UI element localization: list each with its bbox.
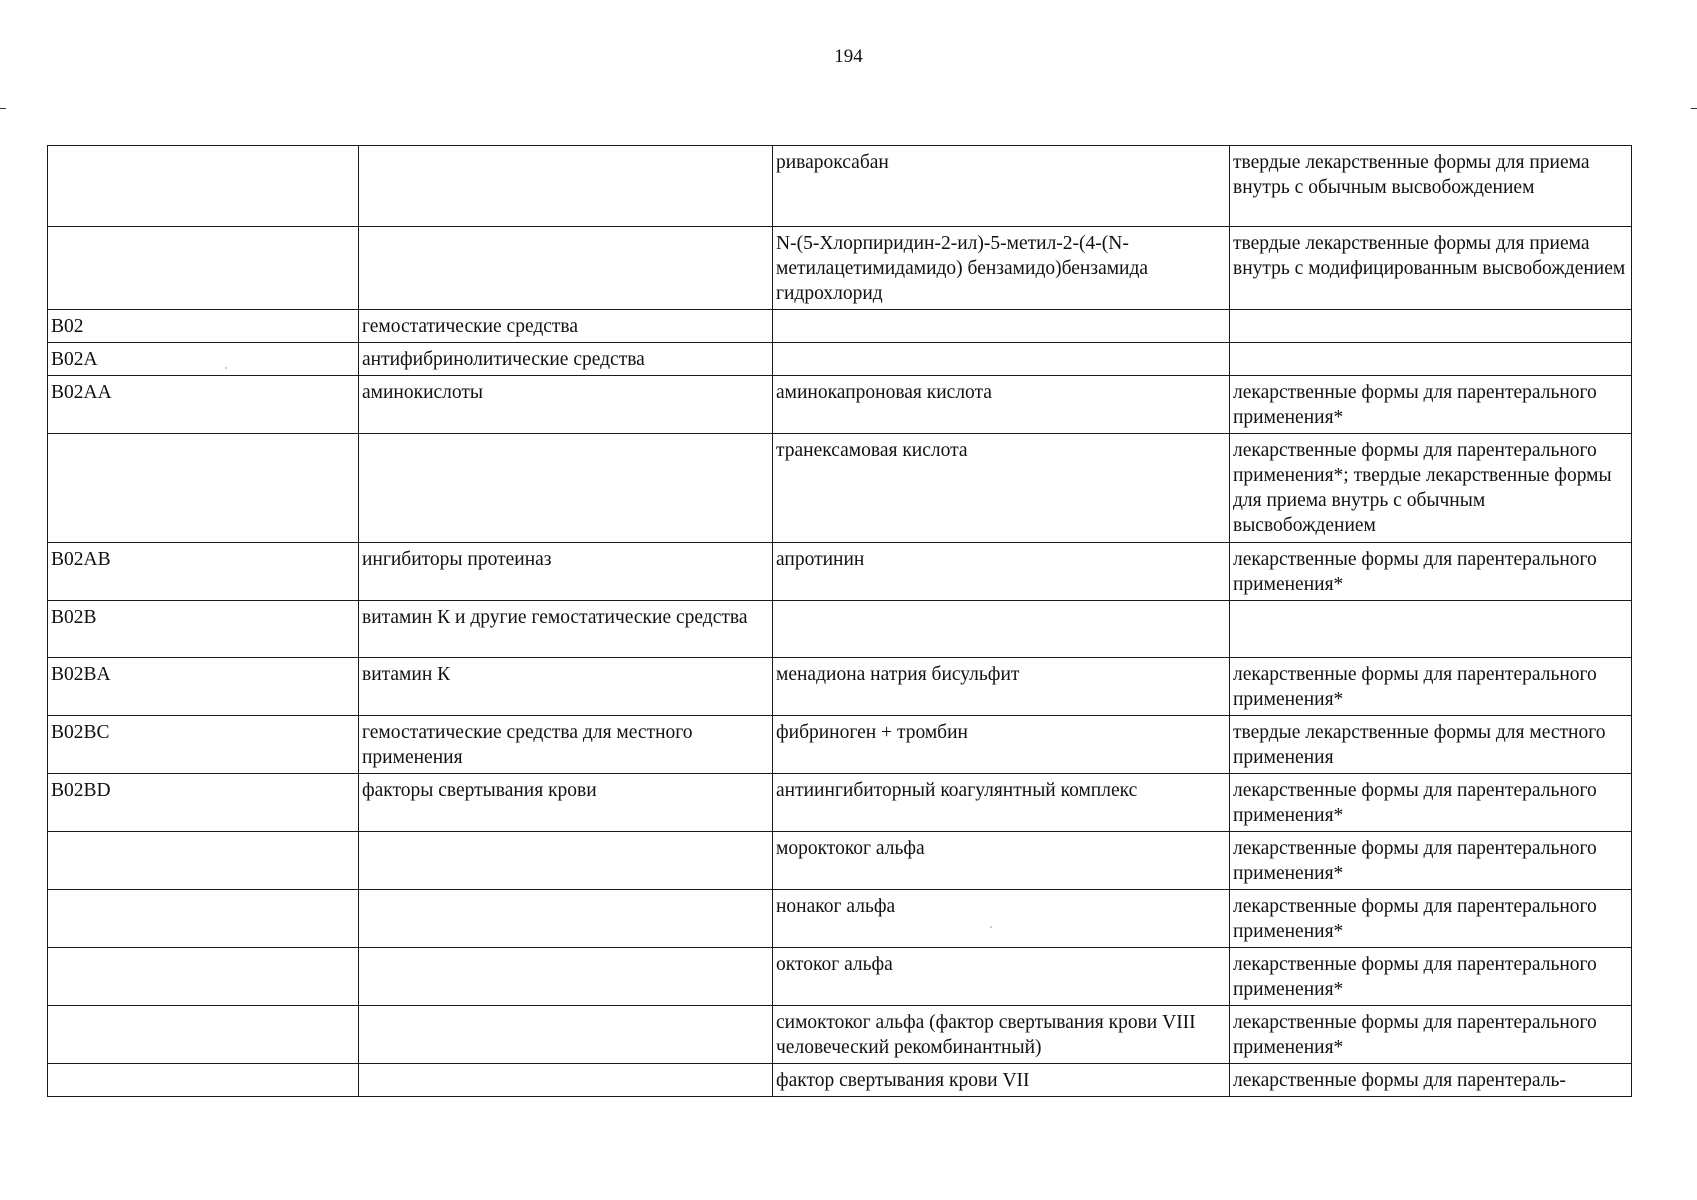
drug-name-cell: антиингибиторный коагулянтный комплекс xyxy=(773,774,1230,832)
dosage-form-cell: лекарственные формы для парентерального применения* xyxy=(1230,948,1632,1006)
atc-code-cell: B02A xyxy=(48,343,359,376)
group-cell xyxy=(359,832,773,890)
drug-name-cell: менадиона натрия бисульфит xyxy=(773,658,1230,716)
group-cell xyxy=(359,890,773,948)
right-edge-mark xyxy=(1691,108,1697,109)
dosage-form-cell: лекарственные формы для парентерального применения* xyxy=(1230,774,1632,832)
group-cell: гемостатические средства xyxy=(359,310,773,343)
group-cell: гемостатические средства для местного применения xyxy=(359,716,773,774)
atc-code-cell: B02BC xyxy=(48,716,359,774)
dosage-form-cell: твердые лекарственные формы для приема внутрь с модифицированным высвобождением xyxy=(1230,227,1632,310)
dosage-form-cell: лекарственные формы для парентерального применения* xyxy=(1230,658,1632,716)
atc-code-cell xyxy=(48,434,359,543)
group-cell: факторы свертывания крови xyxy=(359,774,773,832)
dosage-form-cell: лекарственные формы для парентераль- xyxy=(1230,1064,1632,1097)
table-row xyxy=(48,948,1632,1006)
left-edge-mark xyxy=(0,108,6,109)
group-cell: ингибиторы протеиназ xyxy=(359,543,773,601)
table-row xyxy=(48,434,1632,543)
table-row xyxy=(48,343,1632,376)
atc-code-cell: B02BD xyxy=(48,774,359,832)
dosage-form-cell xyxy=(1230,310,1632,343)
table-row xyxy=(48,543,1632,601)
drug-name-cell: мороктоког альфа xyxy=(773,832,1230,890)
table-row xyxy=(48,890,1632,948)
group-cell xyxy=(359,434,773,543)
table-row xyxy=(48,1064,1632,1097)
atc-code-cell: B02AA xyxy=(48,376,359,434)
drug-name-cell: фактор свертывания крови VII xyxy=(773,1064,1230,1097)
table-row xyxy=(48,146,1632,227)
group-cell xyxy=(359,948,773,1006)
table-row xyxy=(48,832,1632,890)
atc-code-cell: B02 xyxy=(48,310,359,343)
atc-code-cell xyxy=(48,146,359,227)
drug-name-cell xyxy=(773,343,1230,376)
atc-code-cell xyxy=(48,948,359,1006)
dosage-form-cell xyxy=(1230,601,1632,658)
dosage-form-cell: лекарственные формы для парентерального применения* xyxy=(1230,832,1632,890)
atc-code-cell: B02AB xyxy=(48,543,359,601)
group-cell: витамин К xyxy=(359,658,773,716)
atc-code-cell xyxy=(48,1064,359,1097)
drug-name-cell: симоктоког альфа (фактор свертывания крови VIII человеческий рекомбинантный) xyxy=(773,1006,1230,1064)
drug-name-cell: аминокапроновая кислота xyxy=(773,376,1230,434)
table-row xyxy=(48,227,1632,310)
table-row xyxy=(48,310,1632,343)
drug-name-cell: нонаког альфа xyxy=(773,890,1230,948)
table-row xyxy=(48,774,1632,832)
atc-code-cell xyxy=(48,1006,359,1064)
drug-name-cell xyxy=(773,601,1230,658)
atc-code-cell xyxy=(48,832,359,890)
atc-code-cell xyxy=(48,227,359,310)
group-cell: антифибринолитические средства xyxy=(359,343,773,376)
drug-name-cell: транексамовая кислота xyxy=(773,434,1230,543)
page-number: 194 xyxy=(834,46,863,67)
drug-name-cell xyxy=(773,310,1230,343)
drug-name-cell: N-(5-Хлорпиридин-2-ил)-5-метил-2-(4-(N- метилацетимидамидо) бензамидо)бензамида гидрохлорид xyxy=(773,227,1230,310)
group-cell: витамин К и другие гемостатические средства xyxy=(359,601,773,658)
table-row xyxy=(48,716,1632,774)
dosage-form-cell: лекарственные формы для парентерального применения* xyxy=(1230,376,1632,434)
table-row xyxy=(48,601,1632,658)
dosage-form-cell xyxy=(1230,343,1632,376)
drug-name-cell: ривароксабан xyxy=(773,146,1230,227)
atc-code-cell: B02BA xyxy=(48,658,359,716)
group-cell xyxy=(359,1006,773,1064)
dosage-form-cell: твердые лекарственные формы для местного применения xyxy=(1230,716,1632,774)
group-cell xyxy=(359,1064,773,1097)
dosage-form-cell: лекарственные формы для парентерального применения* xyxy=(1230,890,1632,948)
drug-name-cell: октоког альфа xyxy=(773,948,1230,1006)
group-cell: аминокислоты xyxy=(359,376,773,434)
drug-table xyxy=(47,145,1632,1097)
table-row xyxy=(48,1006,1632,1064)
atc-code-cell: B02B xyxy=(48,601,359,658)
table-row xyxy=(48,658,1632,716)
dosage-form-cell: твердые лекарственные формы для приема внутрь с обычным высвобождением xyxy=(1230,146,1632,227)
drug-name-cell: фибриноген + тромбин xyxy=(773,716,1230,774)
group-cell xyxy=(359,227,773,310)
table-row xyxy=(48,376,1632,434)
atc-code-cell xyxy=(48,890,359,948)
dosage-form-cell: лекарственные формы для парентерального применения* xyxy=(1230,1006,1632,1064)
dosage-form-cell: лекарственные формы для парентерального применения*; твердые лекарственные формы для приема внутрь с обычным высвобождением xyxy=(1230,434,1632,543)
drug-name-cell: апротинин xyxy=(773,543,1230,601)
dosage-form-cell: лекарственные формы для парентерального применения* xyxy=(1230,543,1632,601)
group-cell xyxy=(359,146,773,227)
